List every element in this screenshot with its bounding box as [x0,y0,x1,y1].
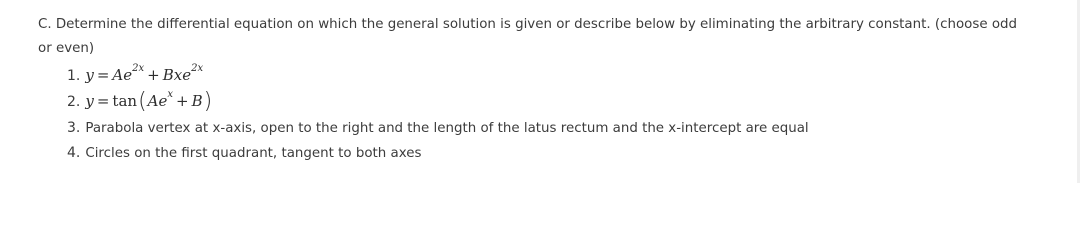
math-equals: = [96,92,110,110]
math-var-A: A [147,92,159,110]
item-number: 2. [67,94,81,110]
list-item-2 [67,89,809,120]
math-equals: = [96,66,110,84]
math-exponent: 2x [191,63,204,74]
top-edge [0,0,1080,4]
math-var-y: y [85,66,94,84]
list-item-3 [67,120,809,145]
math-exponent: x [167,89,174,100]
math-close-paren: ) [203,89,213,114]
math-open-paren: ( [138,89,147,114]
math-var-e: e [123,66,133,84]
math-plus: + [147,66,160,84]
math-plus: + [176,92,189,110]
math-exponent: 2x [132,63,145,74]
math-var-e: e [182,66,192,84]
item-text: Circles on the first quadrant, tangent to both axes [85,146,422,161]
math-function-tan: tan [112,92,138,110]
item-number: 4. [67,145,81,161]
item-text: Parabola vertex at x-axis, open to the right and the length of the latus rectum and the x-intercept are equal [85,121,809,136]
math-var-B: B [191,92,203,110]
math-var-A: A [112,66,124,84]
math-var-e: e [158,92,168,110]
list-item-1 [67,63,809,92]
list-item-4 [67,145,809,170]
item-number: 3. [67,120,81,136]
math-var-Bx: Bx [162,66,183,84]
equation-2 [85,89,213,114]
equation-1 [85,63,204,84]
problem-list [67,63,809,170]
math-var-y: y [85,92,94,110]
item-number: 1. [67,68,81,84]
instructions-text: C. Determine the differential equation on which the general solution is given or describe below by eliminating the arbitrary constant. (choose odd or even) [38,17,1018,56]
